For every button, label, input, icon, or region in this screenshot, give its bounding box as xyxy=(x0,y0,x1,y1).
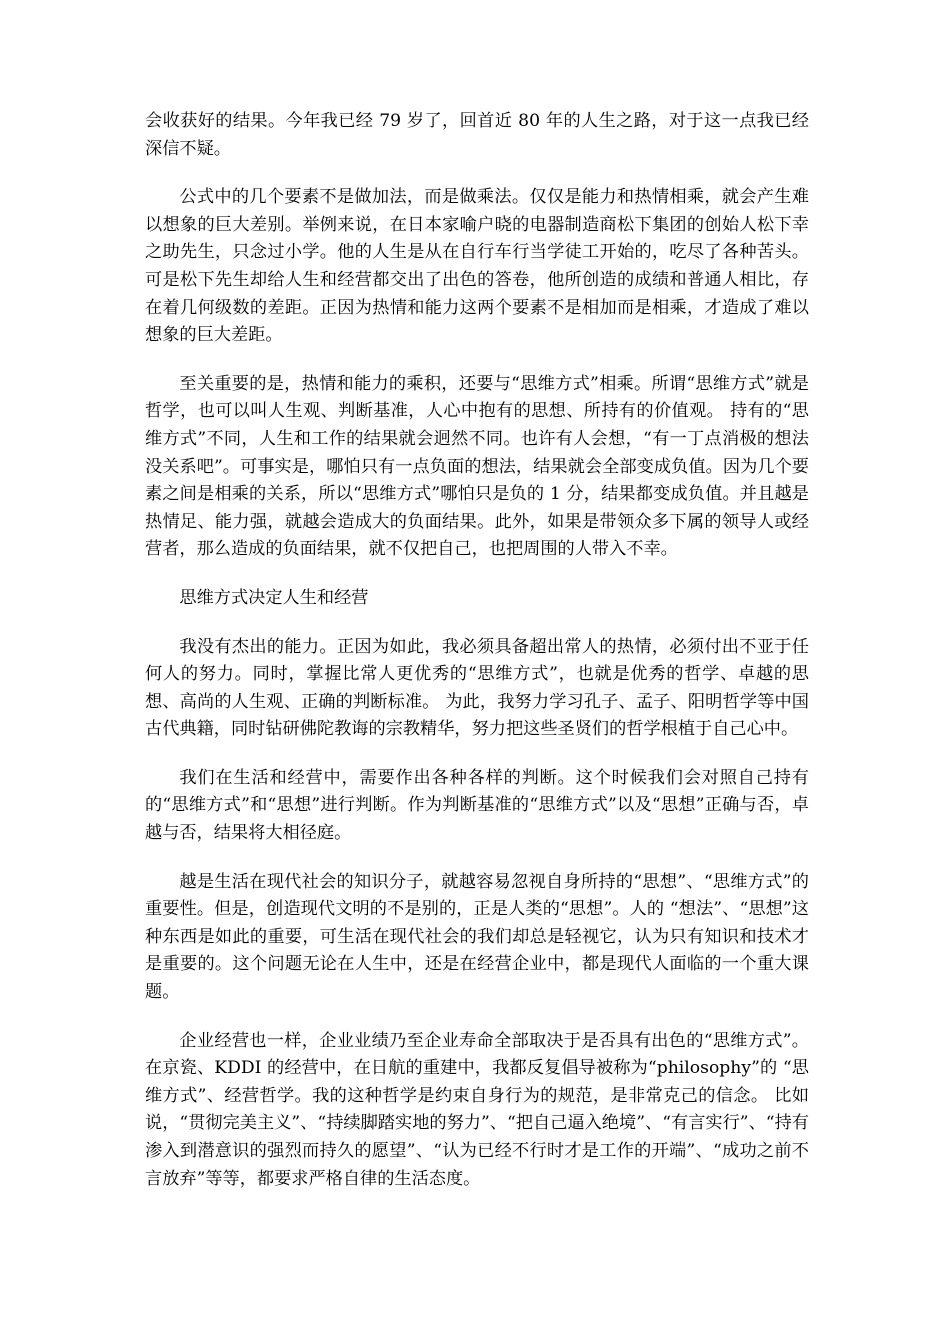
paragraph-continuation: 会收获好的结果。今年我已经 79 岁了，回首近 80 年的人生之路，对于这一点我已经深信不疑。 xyxy=(145,111,809,159)
paragraph-no-outstanding-ability: 我没有杰出的能力。正因为如此，我必须具备超出常人的热情，必须付出不亚于任何人的努力。同时，掌握比常人更优秀的“思维方式”，也就是优秀的哲学、卓越的思想、高尚的人生观、正确的判断标准。 为此，我努力学习孔子、孟子、阳明哲学等中国古代典籍，同时钻研佛陀教诲的宗教精华，努力把这些圣贤们的哲学根植于自己心中。 xyxy=(145,636,809,740)
document-body xyxy=(145,108,809,1214)
paragraph-way-of-thinking: 至关重要的是，热情和能力的乘积，还要与“思维方式”相乘。所谓“思维方式”就是哲学，也可以叫人生观、判断基准，人心中抱有的思想、所持有的价值观。 持有的“思维方式”不同，人生和工作的结果就会迥然不同。也许有人会想，“有一丁点消极的想法没关系吧”。可事实是，哪怕只有一点负面的想法，结果就会全部变成负值。因为几个要素之间是相乘的关系，所以“思维方式”哪怕只是负的 1 分，结果都变成负值。并且越是热情足、能力强，就越会造成大的负面结果。此外，如果是带领众多下属的领导人或经营者，那么造成的负面结果，就不仅把自己，也把周围的人带入不幸。 xyxy=(145,373,809,560)
section-heading: 思维方式决定人生和经营 xyxy=(179,587,369,608)
paragraph-multiplication: 公式中的几个要素不是做加法，而是做乘法。仅仅是能力和热情相乘，就会产生难以想象的巨大差别。举例来说，在日本家喻户晓的电器制造商松下集团的创始人松下幸之助先生，只念过小学。他的人生是从在自行车行当学徒工开始的，吃尽了各种苦头。可是松下先生却给人生和经营都交出了出色的答卷，他所创造的成绩和普通人相比，存在着几何级数的差距。正因为热情和能力这两个要素不是相加而是相乘，才造成了难以想象的巨大差距。 xyxy=(145,187,809,346)
paragraph-judgment: 我们在生活和经营中，需要作出各种各样的判断。这个时候我们会对照自己持有的“思维方式”和“思想”进行判断。作为判断基准的“思维方式”以及“思想”正确与否，卓越与否，结果将大相径庭。 xyxy=(145,767,809,844)
paragraph-business-management: 企业经营也一样，企业业绩乃至企业寿命全部取决于是否具有出色的“思维方式”。在京瓷、KDDI 的经营中，在日航的重建中，我都反复倡导被称为“philosophy”的 “思维方式”、经营哲学。我的这种哲学是约束自身行为的规范，是非常克己的信念。 比如说，“贯彻完美主义”、“持续脚踏实地的努力”、“把自己逼入绝境”、“有言实行”、“持有渗入到潜意识的强烈而持久的愿望”、“认为已经不行时才是工作的开端”、“成功之前不言放弃”等等，都要求严格自律的生活态度。 xyxy=(145,1030,809,1189)
paragraph-intellectuals: 越是生活在现代社会的知识分子，就越容易忽视自身所持的“思想”、“思维方式”的重要性。但是，创造现代文明的不是别的，正是人类的“思想”。人的 “想法”、“思想”这种东西是如此的重要，可生活在现代社会的我们却总是轻视它，认为只有知识和技术才是重要的。这个问题无论在人生中，还是在经营企业中，都是现代人面临的一个重大课题。 xyxy=(145,871,809,1003)
